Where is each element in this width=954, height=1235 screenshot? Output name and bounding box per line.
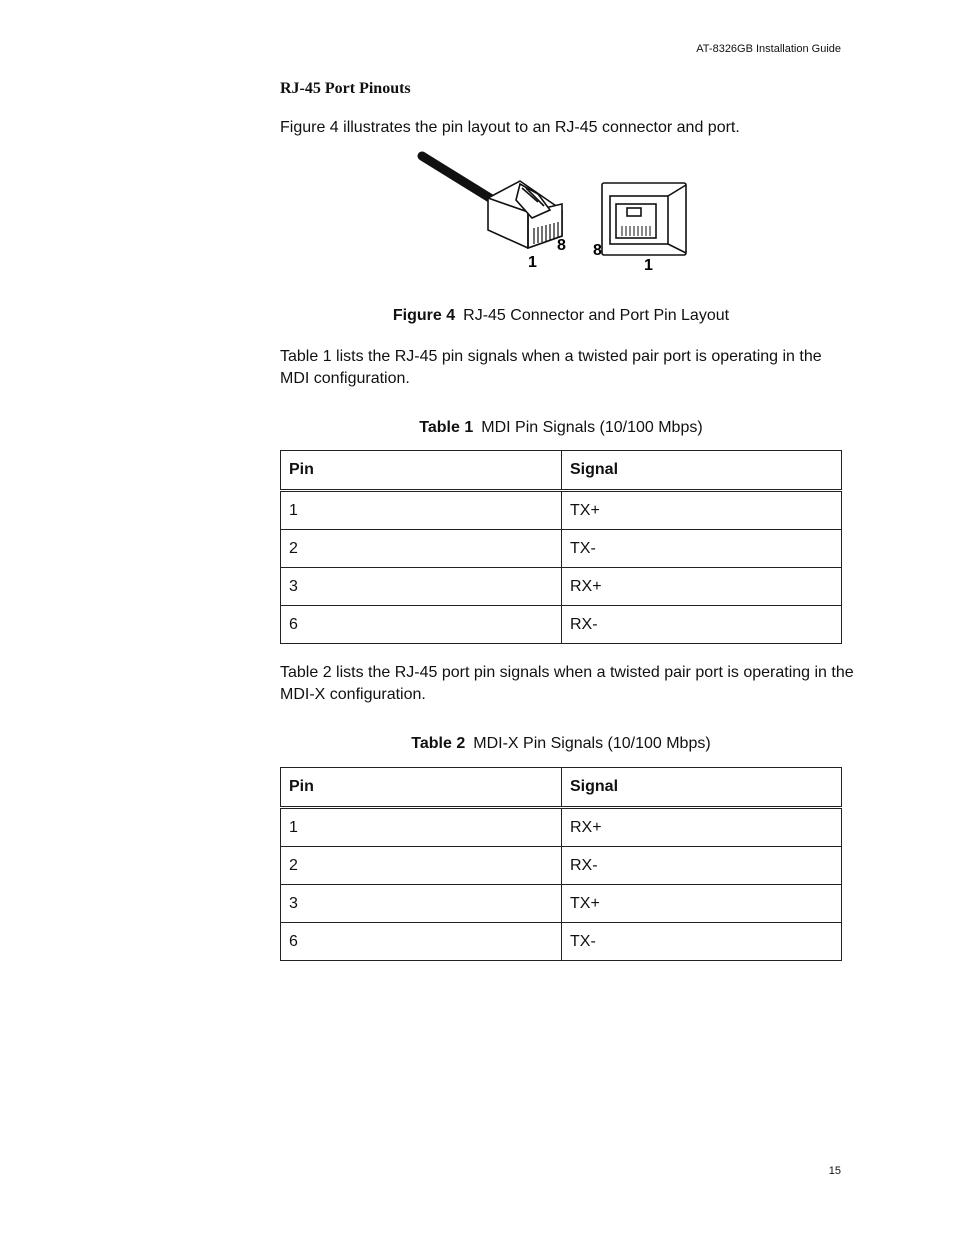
pin-cell: 6 [281,606,562,644]
signal-cell: RX+ [562,568,842,606]
pin-cell: 3 [281,568,562,606]
port-pin1-label: 1 [644,257,653,274]
table-row [281,530,842,568]
table-row [281,491,842,530]
table1-caption [280,419,842,437]
table-row [281,923,842,961]
table-row [281,568,842,606]
signal-cell: RX- [562,606,842,644]
pin-cell: 2 [281,847,562,885]
pin-cell: 1 [281,808,562,847]
port-pin8-label: 8 [593,242,602,259]
figure-caption-label: Figure 4 [392,307,456,324]
table-header-row [281,768,842,808]
plug-pin1-label: 1 [528,254,537,271]
running-header: AT-8326GB Installation Guide [696,43,841,55]
column-header-pin: Pin [281,451,562,491]
table1-caption-label: Table 1 [419,419,474,436]
plug-pin8-label: 8 [557,237,566,254]
signal-cell: TX+ [562,491,842,530]
pin-cell: 2 [281,530,562,568]
cable-line [422,156,498,203]
pin-cell: 6 [281,923,562,961]
column-header-signal: Signal [562,451,842,491]
table2-caption [280,735,842,753]
pin-cell: 3 [281,885,562,923]
mdi-pin-table [280,450,842,644]
mdix-pin-table [280,767,842,961]
pin-cell: 1 [281,491,562,530]
column-header-pin: Pin [281,768,562,808]
figure-caption-text: RJ-45 Connector and Port Pin Layout [463,307,730,324]
signal-cell: TX- [562,923,842,961]
signal-cell: RX+ [562,808,842,847]
signal-cell: RX- [562,847,842,885]
table2-caption-label: Table 2 [411,735,466,752]
figure-caption [280,307,842,325]
table-row [281,847,842,885]
rj45-port [602,183,686,255]
signal-cell: TX+ [562,885,842,923]
page-number: 15 [828,1165,841,1177]
table1-caption-text: MDI Pin Signals (10/100 Mbps) [481,419,703,436]
table-row [281,808,842,847]
table2-intro-paragraph: Table 2 lists the RJ-45 port pin signals when a twisted pair port is operating in the MDI-X configuration. [280,664,854,703]
rj45-plug [488,181,562,248]
table-header-row [281,451,842,491]
table-row [281,606,842,644]
signal-cell: TX- [562,530,842,568]
rj45-figure [410,148,700,278]
table1-intro-paragraph: Table 1 lists the RJ-45 pin signals when a twisted pair port is operating in the MDI configuration. [280,348,822,387]
intro-paragraph: Figure 4 illustrates the pin layout to an RJ-45 connector and port. [280,119,740,136]
table2-caption-text: MDI-X Pin Signals (10/100 Mbps) [473,735,711,752]
table-row [281,885,842,923]
section-title: RJ-45 Port Pinouts [280,80,411,97]
column-header-signal: Signal [562,768,842,808]
